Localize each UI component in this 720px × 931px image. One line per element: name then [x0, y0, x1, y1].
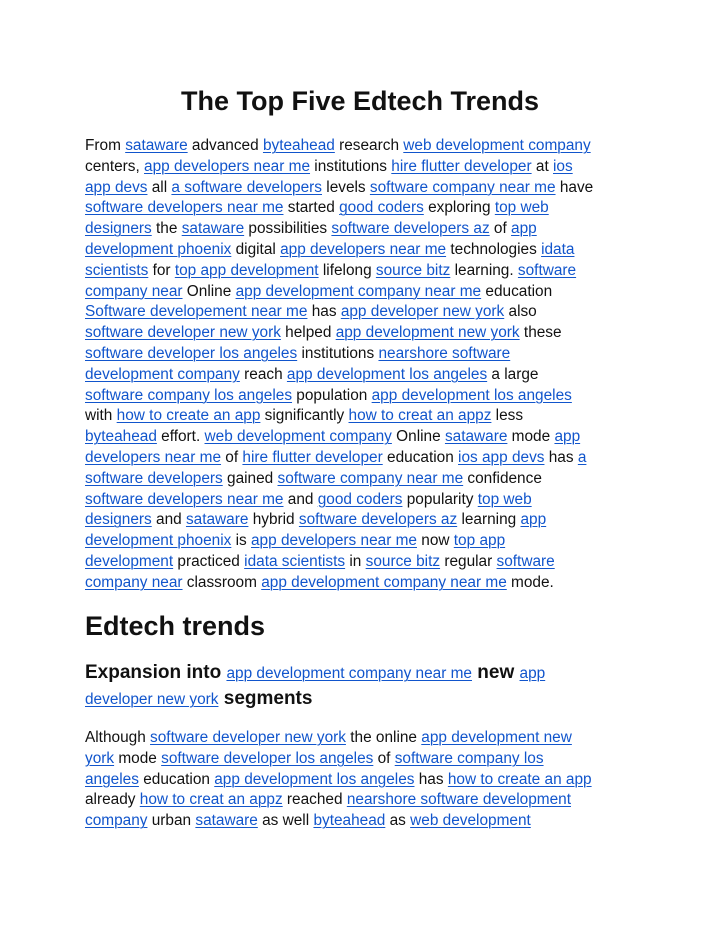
text-span: reached — [282, 791, 347, 809]
inline-link[interactable]: scientists — [85, 261, 149, 279]
text-span: population — [292, 386, 372, 404]
text-span: institutions — [310, 157, 392, 175]
text-line — [85, 552, 645, 573]
text-span: centers, — [85, 157, 145, 175]
inline-link[interactable]: how to creat an appz — [348, 407, 492, 425]
inline-link[interactable]: software developers — [85, 469, 223, 487]
text-span: lifelong — [318, 261, 376, 279]
inline-link[interactable]: sataware — [444, 428, 508, 446]
text-span: learning — [457, 511, 521, 529]
inline-link[interactable]: app development los angeles — [371, 386, 572, 404]
text-span: confidence — [463, 469, 542, 487]
text-span: From — [85, 137, 126, 154]
inline-link[interactable]: software company near me — [369, 178, 556, 196]
text-span: urban — [147, 812, 196, 830]
inline-link[interactable]: web development — [410, 812, 531, 830]
inline-link[interactable]: software — [517, 261, 577, 279]
inline-link[interactable]: app development new — [421, 729, 572, 746]
text-span: institutions — [297, 344, 379, 362]
inline-link[interactable]: hire flutter developer — [391, 157, 532, 175]
inline-link[interactable]: development phoenix — [85, 532, 232, 550]
text-line — [85, 406, 645, 427]
inline-link[interactable]: app devs — [85, 178, 148, 196]
text-span: now — [416, 532, 454, 550]
text-line — [85, 136, 645, 157]
inline-link[interactable]: nearshore software — [378, 344, 511, 362]
inline-link[interactable]: a software developers — [171, 178, 322, 196]
inline-link[interactable]: source bitz — [365, 552, 441, 570]
inline-link[interactable]: software developer new york — [85, 324, 281, 342]
inline-link[interactable]: Software developement near me — [85, 303, 308, 321]
inline-link[interactable]: sataware — [195, 812, 258, 830]
text-line — [85, 365, 645, 386]
inline-link[interactable]: ios — [553, 157, 573, 175]
text-span: mode — [507, 428, 555, 446]
text-span: and — [283, 490, 318, 508]
text-span: these — [519, 324, 562, 342]
text-span: with — [85, 407, 117, 425]
text-line — [85, 749, 645, 770]
text-line — [85, 728, 645, 749]
text-span: already — [85, 791, 140, 809]
inline-link[interactable]: software — [496, 552, 555, 570]
inline-link[interactable]: designers — [85, 220, 152, 238]
text-line — [85, 282, 645, 303]
inline-link[interactable]: good coders — [339, 199, 424, 217]
text-line — [85, 811, 645, 832]
inline-link[interactable]: byteahead — [313, 812, 386, 830]
inline-link[interactable]: how to creat an appz — [139, 791, 283, 809]
text-span: the online — [345, 729, 422, 746]
text-span: of — [373, 749, 395, 767]
text-span: digital — [231, 240, 281, 258]
text-span: exploring — [423, 199, 495, 217]
inline-link[interactable]: app — [520, 511, 547, 529]
text-line — [85, 157, 645, 178]
inline-link[interactable]: top web — [477, 490, 532, 508]
text-span: the — [151, 220, 182, 238]
body-paragraph — [85, 728, 645, 832]
inline-link[interactable]: app — [511, 220, 537, 238]
inline-link[interactable]: software developers near me — [85, 199, 284, 217]
text-span: segments — [218, 688, 313, 709]
page-title: The Top Five Edtech Trends — [180, 86, 540, 116]
text-span: education — [481, 282, 553, 300]
inline-link[interactable]: app development company near me — [235, 282, 482, 300]
text-line — [85, 178, 645, 199]
inline-link[interactable]: app developers near me — [251, 532, 417, 550]
inline-link[interactable]: idata scientists — [244, 552, 346, 570]
text-span: has — [414, 770, 448, 788]
inline-link[interactable]: company — [85, 812, 148, 830]
text-span: hybrid — [248, 511, 299, 529]
inline-link[interactable]: software developer new york — [150, 729, 346, 746]
text-span: Expansion into — [85, 662, 227, 683]
text-span: is — [231, 532, 251, 550]
text-span: education — [382, 448, 459, 466]
text-span: in — [345, 552, 366, 570]
text-span: of — [221, 448, 243, 466]
inline-link[interactable]: good coders — [317, 490, 403, 508]
text-span: significantly — [260, 407, 349, 425]
section-heading: Edtech trends — [85, 611, 266, 641]
inline-link[interactable]: top app — [453, 532, 506, 550]
inline-link[interactable]: how to create an app — [447, 770, 592, 788]
inline-link[interactable]: sataware — [125, 137, 188, 154]
inline-link[interactable]: app development new york — [335, 324, 520, 342]
text-span: as well — [257, 812, 314, 830]
text-span: for — [148, 261, 175, 279]
inline-link[interactable]: software developers near me — [85, 490, 284, 508]
intro-paragraph — [85, 136, 645, 594]
inline-link[interactable]: designers — [85, 511, 152, 529]
text-span: reach — [239, 365, 287, 383]
text-span: Online — [182, 282, 236, 300]
text-span: mode — [114, 749, 162, 767]
text-line — [85, 219, 645, 240]
text-span: levels — [322, 178, 370, 196]
inline-link[interactable]: developers near me — [85, 448, 222, 466]
text-span: possibilities — [244, 220, 332, 238]
text-span: Online — [391, 428, 445, 446]
text-span: has — [307, 303, 341, 321]
inline-link[interactable]: web development company — [204, 428, 392, 446]
text-line — [85, 386, 645, 407]
text-line — [85, 790, 645, 811]
text-span: technologies — [446, 240, 542, 258]
inline-link[interactable]: hire flutter developer — [242, 448, 383, 466]
inline-link[interactable]: byteahead — [85, 428, 157, 446]
text-span: started — [283, 199, 340, 217]
inline-link[interactable]: source bitz — [375, 261, 451, 279]
inline-link[interactable]: software developers az — [298, 511, 458, 529]
inline-link[interactable]: company near — [85, 573, 183, 591]
inline-link[interactable]: development company — [85, 365, 240, 383]
inline-link[interactable]: york — [85, 749, 115, 767]
inline-link[interactable]: company near — [85, 282, 183, 300]
inline-link[interactable]: software developers az — [331, 220, 490, 238]
text-line — [85, 261, 645, 282]
inline-link[interactable]: how to create an app — [116, 407, 261, 425]
text-span: Although — [85, 729, 151, 746]
text-span: a large — [487, 365, 539, 383]
inline-link[interactable]: sataware — [181, 220, 245, 238]
text-span: have — [555, 178, 594, 196]
text-line — [85, 686, 645, 712]
text-line — [85, 510, 645, 531]
text-line — [85, 240, 645, 261]
text-span: also — [504, 303, 537, 321]
inline-link[interactable]: app development company near me — [226, 665, 472, 682]
inline-link[interactable]: app developers near me — [144, 157, 311, 175]
text-span: and — [151, 511, 186, 529]
inline-link[interactable]: software company near me — [277, 469, 464, 487]
inline-link[interactable]: app — [554, 428, 581, 446]
inline-link[interactable]: nearshore software development — [346, 791, 571, 809]
inline-link[interactable]: top app development — [174, 261, 319, 279]
inline-link[interactable]: sataware — [185, 511, 249, 529]
inline-link[interactable]: software company los — [394, 749, 544, 767]
text-line — [85, 573, 645, 594]
text-span: all — [147, 178, 172, 196]
text-span: effort. — [156, 428, 205, 446]
inline-link[interactable]: angeles — [85, 770, 139, 788]
text-span: regular — [440, 552, 497, 570]
text-span: less — [491, 407, 524, 425]
text-span: learning. — [450, 261, 518, 279]
text-span: gained — [222, 469, 278, 487]
inline-link[interactable]: a — [577, 448, 587, 466]
text-line — [85, 469, 645, 490]
text-line — [85, 490, 645, 511]
inline-link[interactable]: ios app devs — [458, 448, 545, 466]
inline-link[interactable]: app development los angeles — [286, 365, 488, 383]
text-line — [85, 198, 645, 219]
inline-link[interactable]: app developer new york — [340, 303, 505, 321]
text-span: as — [385, 812, 411, 830]
text-span: new — [472, 662, 520, 683]
inline-link[interactable]: byteahead — [262, 137, 335, 154]
subheading — [85, 660, 645, 712]
text-span: mode. — [506, 573, 554, 591]
text-span: has — [544, 448, 578, 466]
text-span: popularity — [402, 490, 478, 508]
inline-link[interactable]: top web — [494, 199, 549, 217]
text-span: research — [334, 137, 404, 154]
text-line — [85, 770, 645, 791]
inline-link[interactable]: software company los angeles — [85, 386, 293, 404]
inline-link[interactable]: development phoenix — [85, 240, 232, 258]
text-span: advanced — [187, 137, 263, 154]
text-line — [85, 302, 645, 323]
text-line — [85, 660, 645, 686]
text-span: classroom — [182, 573, 262, 591]
inline-link[interactable]: app development company near me — [261, 573, 507, 591]
text-line — [85, 427, 645, 448]
text-span: education — [138, 770, 215, 788]
text-line — [85, 344, 645, 365]
inline-link[interactable]: app development los angeles — [214, 770, 415, 788]
inline-link[interactable]: web development company — [403, 137, 591, 154]
text-line — [85, 448, 645, 469]
inline-link[interactable]: idata — [541, 240, 575, 258]
text-span: of — [489, 220, 512, 238]
inline-link[interactable]: development — [85, 552, 174, 570]
inline-link[interactable]: app — [519, 665, 546, 682]
text-span: practiced — [173, 552, 245, 570]
inline-link[interactable]: software developer los angeles — [161, 749, 374, 767]
inline-link[interactable]: software developer los angeles — [85, 344, 298, 362]
inline-link[interactable]: app developers near me — [280, 240, 447, 258]
text-line — [85, 323, 645, 344]
text-span: helped — [280, 324, 336, 342]
inline-link[interactable]: developer new york — [85, 691, 219, 708]
text-span: at — [531, 157, 553, 175]
text-line — [85, 531, 645, 552]
